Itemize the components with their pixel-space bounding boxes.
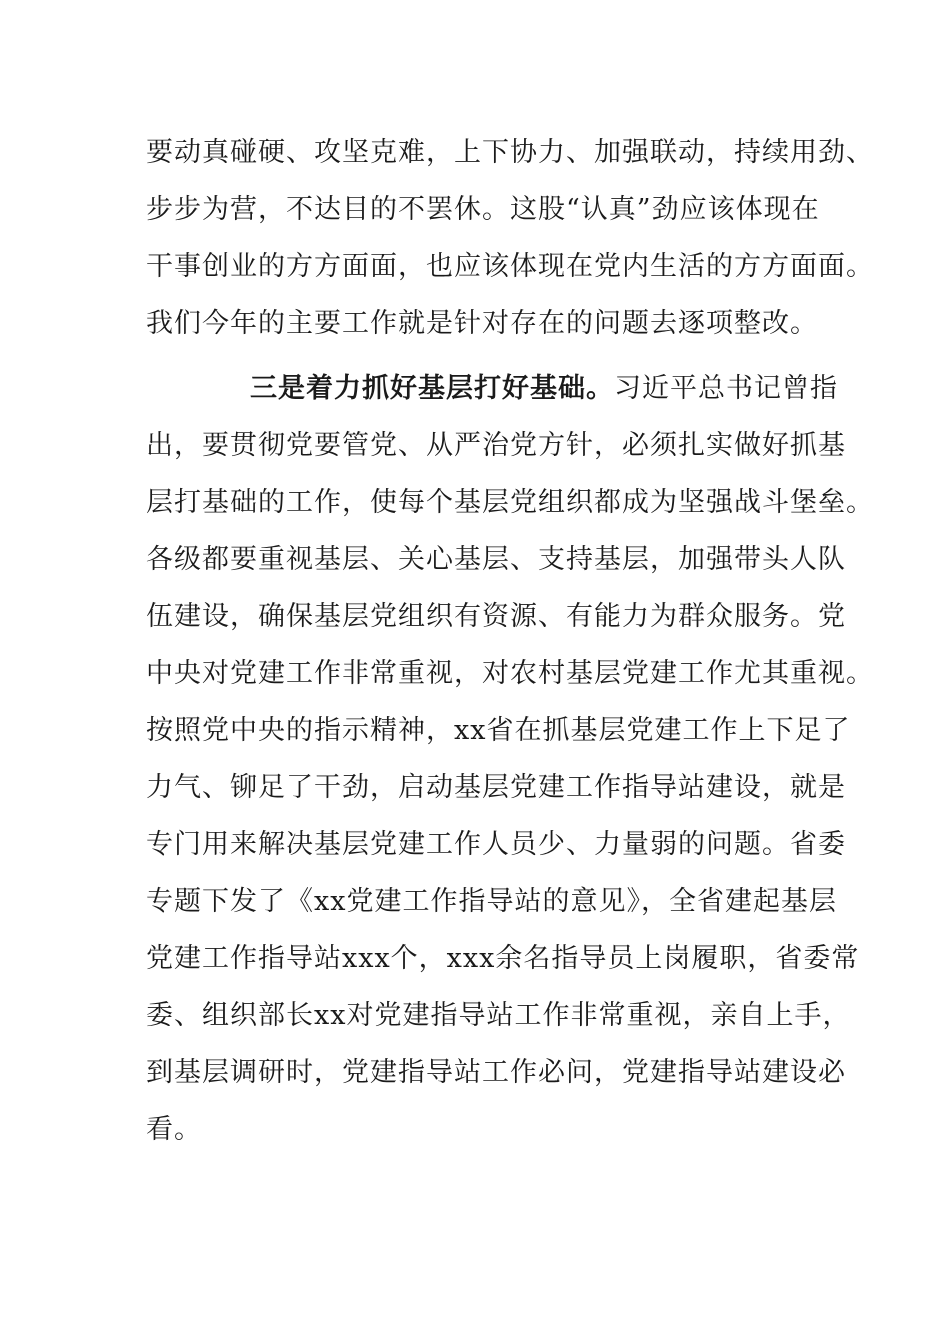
- text-line-rest: 习近平总书记曾指: [614, 373, 838, 404]
- text-line: 层打基础的工作，使每个基层党组织都成为坚强战斗堡垒。: [146, 487, 874, 518]
- text-line: 伍建设，确保基层党组织有资源、有能力为群众服务。党: [146, 601, 846, 632]
- paragraph-first-line: [146, 360, 838, 417]
- text-line: 我们今年的主要工作就是针对存在的问题去逐项整改。: [146, 308, 818, 339]
- text-line: 委、组织部长xx对党建指导站工作非常重视，亲自上手，: [146, 1000, 851, 1031]
- text-line: 中央对党建工作非常重视，对农村基层党建工作尤其重视。: [146, 658, 874, 689]
- text-line: 党建工作指导站xxx个，xxx余名指导员上岗履职，省委常: [146, 943, 860, 974]
- text-line: 要动真碰硬、攻坚克难，上下协力、加强联动，持续用劲、: [146, 137, 874, 168]
- text-line: 出，要贯彻党要管党、从严治党方针，必须扎实做好抓基: [146, 430, 846, 461]
- section-heading: 三是着力抓好基层打好基础。: [250, 373, 614, 404]
- text-line: 看。: [146, 1114, 202, 1145]
- text-line: 各级都要重视基层、关心基层、支持基层，加强带头人队: [146, 544, 846, 575]
- text-line: 专门用来解决基层党建工作人员少、力量弱的问题。省委: [146, 829, 846, 860]
- text-line: 到基层调研时，党建指导站工作必问，党建指导站建设必: [146, 1057, 846, 1088]
- paragraph-continued: [146, 124, 874, 352]
- text-line: 步步为营，不达目的不罢休。这股“认真”劲应该体现在: [146, 194, 820, 225]
- text-line: 力气、铆足了干劲，启动基层党建工作指导站建设，就是: [146, 772, 846, 803]
- text-line: 干事创业的方方面面，也应该体现在党内生活的方方面面。: [146, 251, 874, 282]
- text-line: 专题下发了《xx党建工作指导站的意见》，全省建起基层: [146, 886, 837, 917]
- text-line: 按照党中央的指示精神，xx省在抓基层党建工作上下足了: [146, 715, 851, 746]
- paragraph-section-three: [146, 360, 874, 1158]
